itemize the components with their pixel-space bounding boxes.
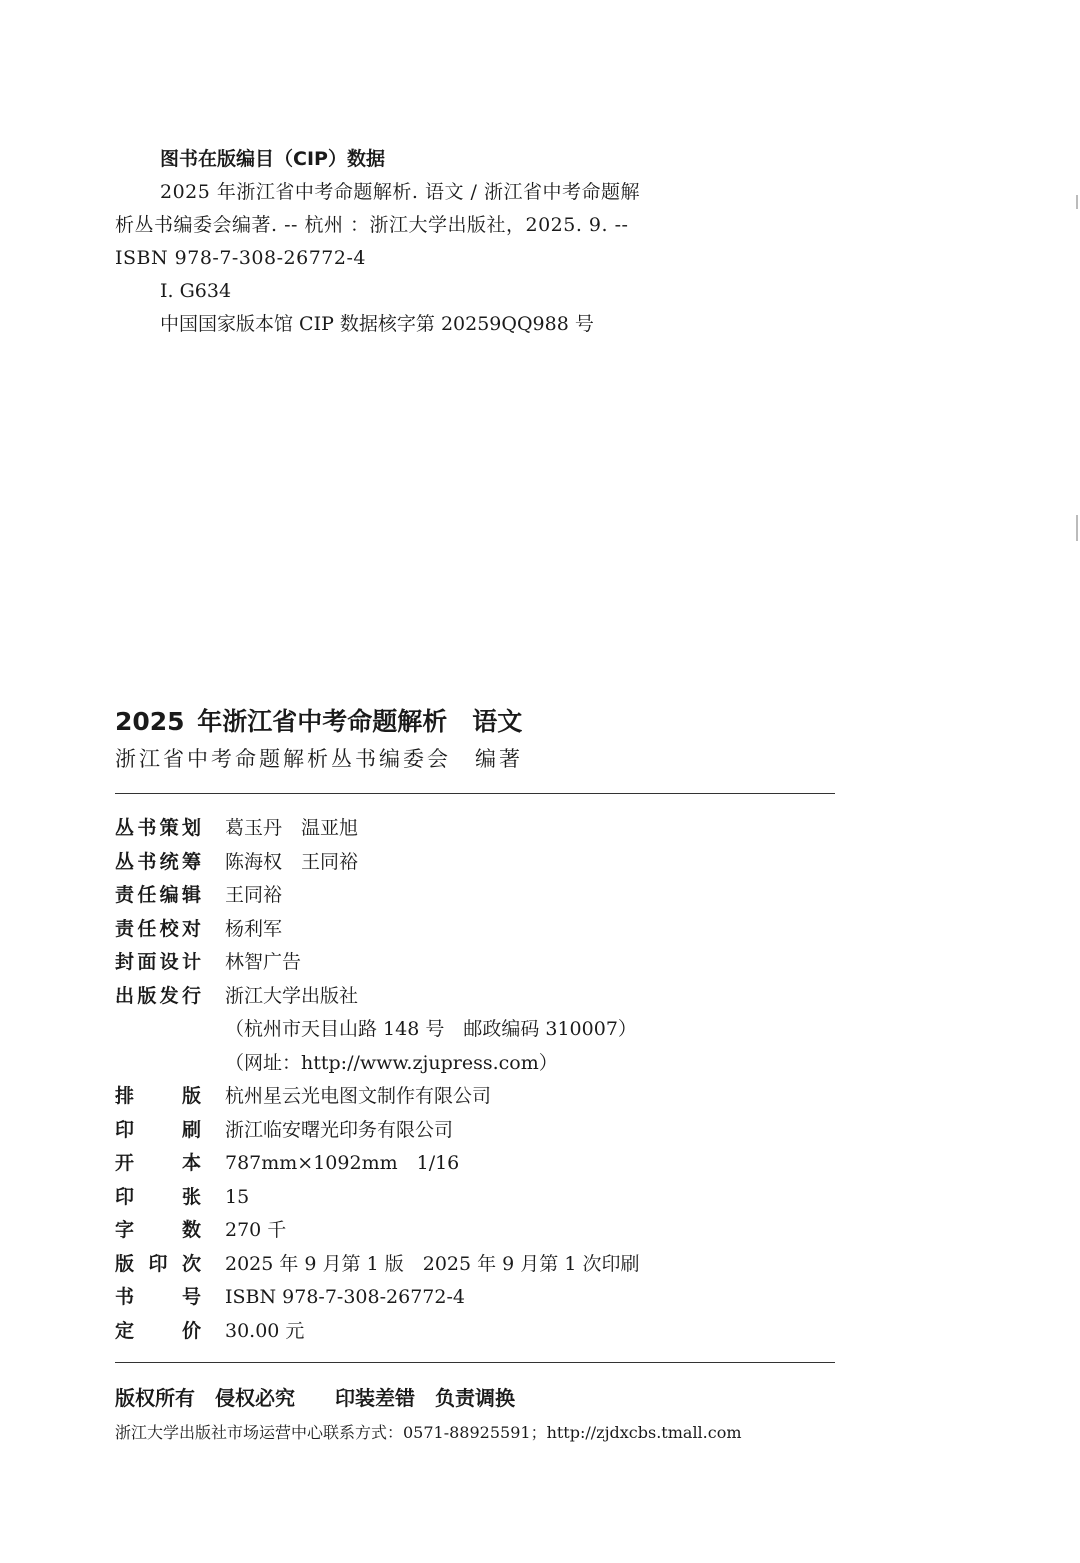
- credit-label: 书号: [115, 1286, 201, 1308]
- credit-row: [115, 980, 835, 1014]
- credit-row: [115, 1281, 835, 1315]
- publisher-address: （杭州市天目山路 148 号 邮政编码 310007）: [225, 1018, 637, 1040]
- credit-label: 丛书统筹: [115, 850, 201, 873]
- credit-row: [115, 946, 835, 980]
- bottom-divider: [115, 1362, 835, 1363]
- copyright-slogan: 版权所有 侵权必究 印装差错 负责调换: [115, 1386, 515, 1410]
- credit-label: 定价: [115, 1319, 201, 1342]
- scan-edge-mark: [1076, 195, 1078, 209]
- cip-description: 2025 年浙江省中考命题解析. 语文 / 浙江省中考命题解析丛书编委会编著. -- 杭州 ：浙江大学出版社，2025. 9. -- ISBN 978-7-308-26772-4: [115, 181, 640, 269]
- credit-value: 787mm×1092mm 1/16: [225, 1152, 460, 1174]
- credit-value: 葛玉丹 温亚旭: [225, 817, 359, 839]
- credit-row: [115, 1147, 835, 1181]
- scan-edge-mark: [1076, 515, 1078, 541]
- book-author: 浙江省中考命题解析丛书编委会 编著: [115, 747, 523, 771]
- cip-classification: Ⅰ. G634: [160, 280, 232, 302]
- credit-row: [115, 846, 835, 880]
- credit-label: 丛书策划: [115, 817, 201, 839]
- credit-value: 浙江临安曙光印务有限公司: [225, 1118, 454, 1141]
- credit-row: [115, 1181, 835, 1215]
- credit-value: 30.00 元: [225, 1319, 305, 1342]
- credit-value: ISBN 978-7-308-26772-4: [225, 1286, 465, 1308]
- credit-value: 杭州星云光电图文制作有限公司: [225, 1085, 492, 1107]
- cip-verification: 中国国家版本馆 CIP 数据核字第 20259QQ988 号: [160, 313, 594, 335]
- book-title: 2025 年浙江省中考命题解析 语文: [115, 707, 523, 736]
- credit-label: 出版发行: [115, 984, 201, 1007]
- credit-row: [115, 1013, 835, 1047]
- credit-label: 版印次: [115, 1252, 201, 1275]
- credit-label: 责任编辑: [115, 884, 201, 906]
- credit-label: 开本: [115, 1152, 201, 1174]
- credit-row: [115, 913, 835, 947]
- credit-row: [115, 812, 835, 846]
- credit-label: 印刷: [115, 1118, 201, 1141]
- credit-value: 15: [225, 1185, 250, 1208]
- credit-label: 排版: [115, 1085, 201, 1107]
- credit-value: 2025 年 9 月第 1 版 2025 年 9 月第 1 次印刷: [225, 1252, 640, 1275]
- credit-label: 封面设计: [115, 951, 201, 973]
- credit-row: [115, 1214, 835, 1248]
- credit-label: 责任校对: [115, 917, 201, 940]
- credit-value: 林智广告: [225, 951, 302, 973]
- credit-value: 王同裕: [225, 884, 283, 906]
- top-divider: [115, 793, 835, 794]
- credit-label: 印张: [115, 1185, 201, 1208]
- credit-label: 字数: [115, 1219, 201, 1241]
- credit-row: [115, 1080, 835, 1114]
- credit-row: [115, 1315, 835, 1349]
- credit-row: [115, 879, 835, 913]
- credit-row: [115, 1114, 835, 1148]
- credit-value: 浙江大学出版社: [225, 984, 359, 1007]
- cip-title: 图书在版编目（CIP）数据: [160, 148, 385, 170]
- credit-value: 陈海权 王同裕: [225, 850, 359, 873]
- contact-info: 浙江大学出版社市场运营中心联系方式：0571-88925591；http://zjdxcbs.tmall.com: [115, 1423, 742, 1442]
- credits-table: [115, 812, 835, 1348]
- publisher-website: （网址：http://www.zjupress.com）: [225, 1051, 558, 1074]
- credit-value: 杨利军: [225, 917, 283, 940]
- credit-value: 270 千: [225, 1219, 287, 1241]
- credit-row: [115, 1248, 835, 1282]
- credit-row: [115, 1047, 835, 1081]
